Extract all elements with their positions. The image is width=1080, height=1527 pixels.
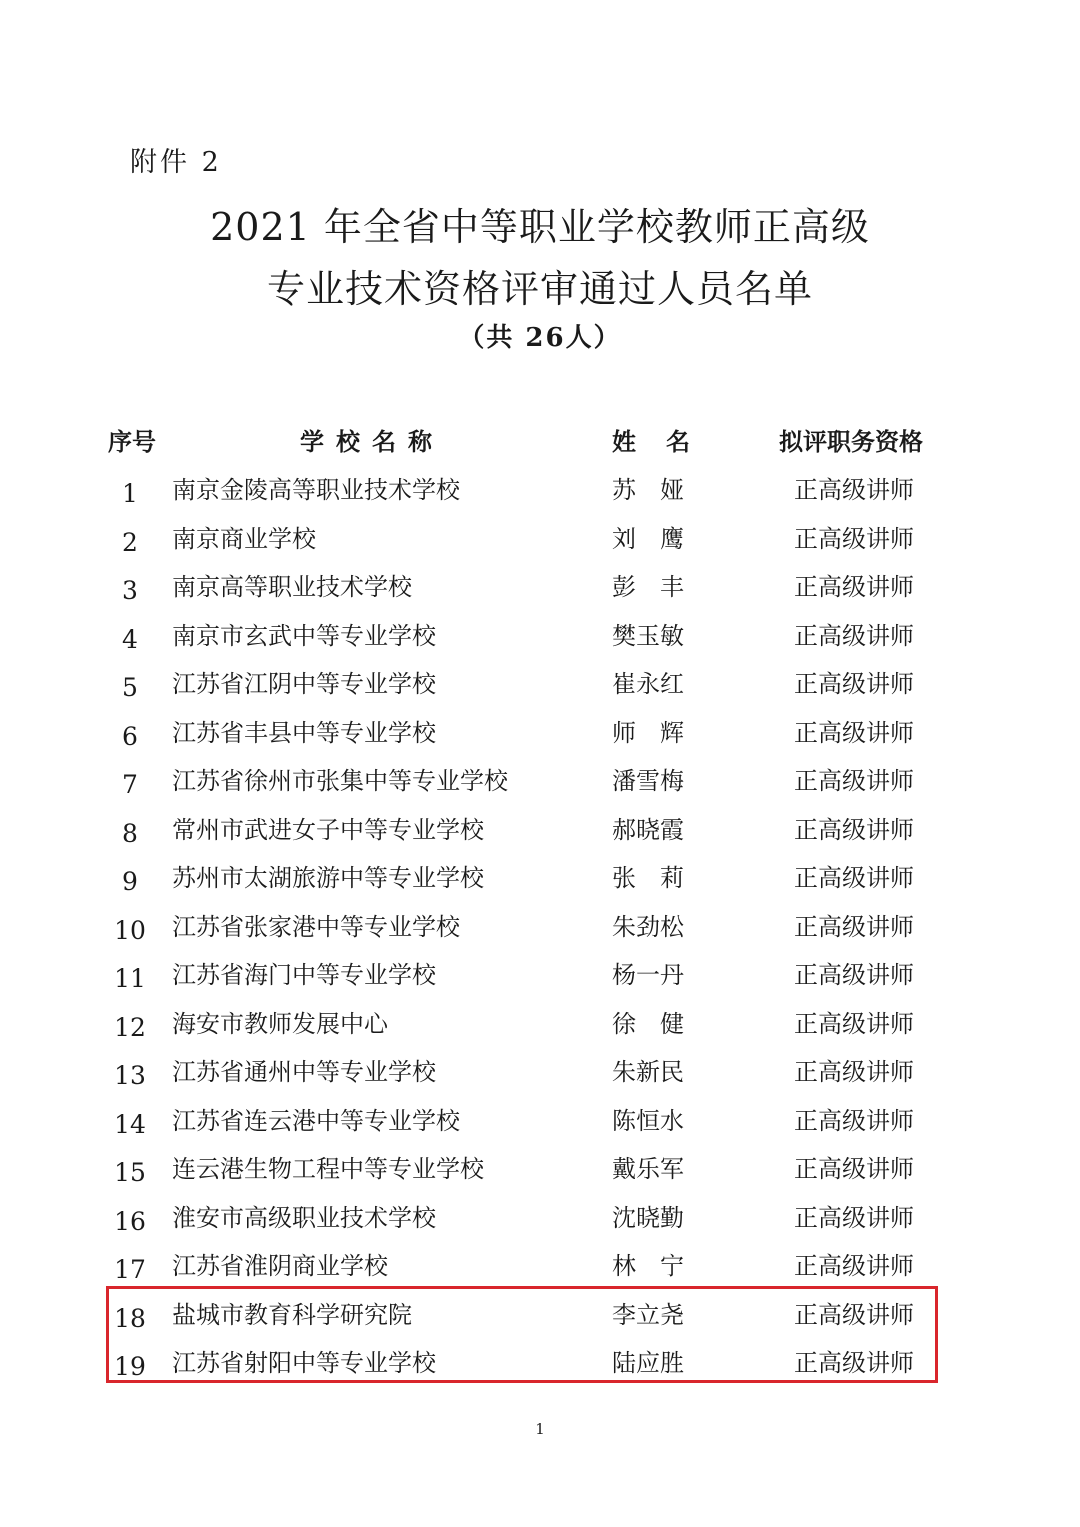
school-name: 苏州市太湖旅游中等专业学校 bbox=[172, 864, 484, 892]
person-name: 沈晓勤 bbox=[612, 1203, 684, 1232]
table-row bbox=[0, 1000, 1080, 1049]
school-name: 海安市教师发展中心 bbox=[172, 1009, 388, 1038]
qualification-title: 正高级讲师 bbox=[794, 1300, 914, 1329]
school-name: 常州市武进女子中等专业学校 bbox=[172, 815, 484, 844]
column-header-school: 学校名称 bbox=[300, 427, 444, 456]
qualification-title: 正高级讲师 bbox=[794, 670, 914, 698]
row-number: 3 bbox=[122, 576, 138, 605]
person-name: 戴乐军 bbox=[612, 1155, 684, 1183]
row-number: 1 bbox=[122, 479, 138, 508]
row-number: 13 bbox=[114, 1061, 146, 1090]
qualification-title: 正高级讲师 bbox=[794, 815, 914, 844]
table-row bbox=[0, 903, 1080, 952]
school-name: 盐城市教育科学研究院 bbox=[172, 1300, 412, 1329]
total-count: （共 26人） bbox=[458, 323, 622, 353]
qualification-title: 正高级讲师 bbox=[794, 1058, 914, 1086]
column-header-title: 拟评职务资格 bbox=[779, 427, 923, 456]
table-row bbox=[0, 854, 1080, 903]
person-name: 苏 娅 bbox=[612, 476, 684, 504]
table-header-row bbox=[0, 418, 1080, 466]
table-row bbox=[0, 1242, 1080, 1291]
school-name: 南京市玄武中等专业学校 bbox=[172, 621, 436, 650]
column-header-no: 序号 bbox=[108, 427, 156, 456]
school-name: 江苏省淮阴商业学校 bbox=[172, 1252, 388, 1280]
school-name: 江苏省通州中等专业学校 bbox=[172, 1058, 436, 1086]
document-title-line-1: 2021 年全省中等职业学校教师正高级 bbox=[210, 205, 870, 249]
school-name: 江苏省徐州市张集中等专业学校 bbox=[172, 767, 508, 795]
table-row bbox=[0, 515, 1080, 564]
document-title-line-2: 专业技术资格评审通过人员名单 bbox=[266, 267, 813, 311]
school-name: 南京商业学校 bbox=[172, 524, 316, 553]
school-name: 江苏省江阴中等专业学校 bbox=[172, 670, 436, 698]
row-number: 17 bbox=[114, 1255, 146, 1284]
row-number: 16 bbox=[114, 1206, 146, 1236]
person-name: 林 宁 bbox=[612, 1252, 684, 1280]
person-name: 张 莉 bbox=[612, 864, 684, 892]
table-row bbox=[0, 709, 1080, 758]
row-number: 6 bbox=[122, 721, 138, 751]
page-number: 1 bbox=[535, 1420, 545, 1438]
qualification-title: 正高级讲师 bbox=[794, 767, 914, 795]
row-number: 7 bbox=[122, 770, 138, 799]
table-row bbox=[0, 1291, 1080, 1340]
person-name: 彭 丰 bbox=[612, 573, 684, 601]
table-body bbox=[0, 466, 1080, 1388]
row-number: 5 bbox=[122, 673, 138, 702]
qualification-title: 正高级讲师 bbox=[794, 1009, 914, 1038]
qualification-title: 正高级讲师 bbox=[794, 621, 914, 650]
table-row bbox=[0, 1097, 1080, 1146]
row-number: 18 bbox=[114, 1303, 146, 1333]
person-name: 朱劲松 bbox=[612, 912, 684, 941]
person-name: 陈恒水 bbox=[612, 1106, 684, 1135]
school-name: 南京高等职业技术学校 bbox=[172, 573, 412, 601]
row-number: 11 bbox=[114, 964, 146, 993]
school-name: 南京金陵高等职业技术学校 bbox=[172, 476, 460, 504]
column-header-name: 姓名 bbox=[612, 427, 720, 456]
qualification-title: 正高级讲师 bbox=[794, 1203, 914, 1232]
person-name: 陆应胜 bbox=[612, 1349, 684, 1377]
qualification-title: 正高级讲师 bbox=[794, 718, 914, 747]
table-row bbox=[0, 466, 1080, 515]
person-name: 崔永红 bbox=[612, 670, 684, 698]
person-name: 潘雪梅 bbox=[612, 767, 684, 795]
qualification-title: 正高级讲师 bbox=[794, 961, 914, 989]
row-number: 4 bbox=[122, 624, 138, 654]
qualification-title: 正高级讲师 bbox=[794, 864, 914, 892]
personnel-table bbox=[0, 418, 1080, 1388]
row-number: 12 bbox=[114, 1012, 146, 1042]
person-name: 师 辉 bbox=[612, 718, 684, 747]
qualification-title: 正高级讲师 bbox=[794, 1349, 914, 1377]
row-number: 14 bbox=[114, 1109, 146, 1139]
row-number: 9 bbox=[122, 867, 138, 896]
table-row bbox=[0, 660, 1080, 709]
table-row bbox=[0, 563, 1080, 612]
qualification-title: 正高级讲师 bbox=[794, 573, 914, 601]
table-row bbox=[0, 806, 1080, 855]
qualification-title: 正高级讲师 bbox=[794, 1106, 914, 1135]
table-row bbox=[0, 951, 1080, 1000]
person-name: 樊玉敏 bbox=[612, 621, 684, 650]
school-name: 江苏省张家港中等专业学校 bbox=[172, 912, 460, 941]
school-name: 淮安市高级职业技术学校 bbox=[172, 1203, 436, 1232]
table-row bbox=[0, 757, 1080, 806]
school-name: 江苏省海门中等专业学校 bbox=[172, 961, 436, 989]
qualification-title: 正高级讲师 bbox=[794, 1155, 914, 1183]
row-number: 19 bbox=[114, 1352, 146, 1381]
qualification-title: 正高级讲师 bbox=[794, 1252, 914, 1280]
person-name: 朱新民 bbox=[612, 1058, 684, 1086]
table-row bbox=[0, 1339, 1080, 1388]
school-name: 江苏省丰县中等专业学校 bbox=[172, 718, 436, 747]
person-name: 刘 鹰 bbox=[612, 524, 684, 553]
table-row bbox=[0, 1145, 1080, 1194]
person-name: 李立尧 bbox=[612, 1300, 684, 1329]
person-name: 杨一丹 bbox=[612, 961, 684, 989]
row-number: 2 bbox=[122, 527, 138, 557]
qualification-title: 正高级讲师 bbox=[794, 912, 914, 941]
school-name: 江苏省射阳中等专业学校 bbox=[172, 1349, 436, 1377]
qualification-title: 正高级讲师 bbox=[794, 524, 914, 553]
attachment-label: 附件 2 bbox=[130, 147, 222, 178]
row-number: 10 bbox=[114, 915, 146, 945]
person-name: 郝晓霞 bbox=[612, 815, 684, 844]
school-name: 连云港生物工程中等专业学校 bbox=[172, 1155, 484, 1183]
table-row bbox=[0, 1048, 1080, 1097]
table-row bbox=[0, 612, 1080, 661]
row-number: 8 bbox=[122, 818, 138, 848]
person-name: 徐 健 bbox=[612, 1009, 684, 1038]
school-name: 江苏省连云港中等专业学校 bbox=[172, 1106, 460, 1135]
table-row bbox=[0, 1194, 1080, 1243]
row-number: 15 bbox=[114, 1158, 146, 1187]
qualification-title: 正高级讲师 bbox=[794, 476, 914, 504]
